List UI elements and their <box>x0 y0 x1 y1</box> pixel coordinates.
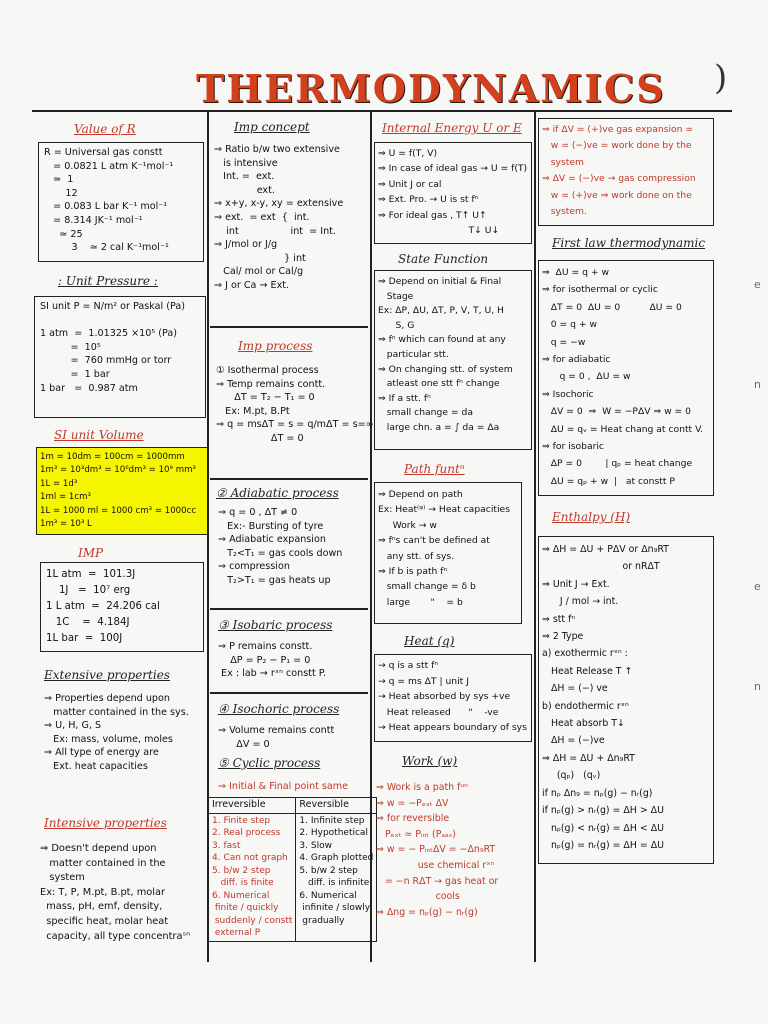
heat-text: → q is a stt fⁿ → q = ms ΔT | unit J → Heat absorbed by sys +ve Heat released " -ve → Heat appears boundary of sys <box>378 660 527 734</box>
column-divider-3 <box>534 112 536 962</box>
cyclic-heading: ⑤ Cyclic process <box>218 756 321 770</box>
imp-concept-heading: Imp concept <box>234 120 310 134</box>
cyclic-text: ⇒ Initial & Final point same <box>218 781 349 792</box>
intensive-heading: Intensive properties <box>44 816 167 830</box>
top-rule <box>32 110 732 112</box>
enthalpy-text: ⇒ ΔH = ΔU + PΔV or Δn₉RT or nRΔT ⇒ Unit J → Ext. J / mol → int. ⇒ stt fⁿ ⇒ 2 Type a) exothermic rˣⁿ : Heat Release T ↑ ΔH = (−) ve b) endothermic rˣⁿ Heat absorb T↓ ΔH = (−)ve ⇒ ΔH = ΔU + Δn₉RT (qₚ) (qᵥ) if nₚ Δn₉ = nₚ(g) − nᵣ(g) if nₚ(g) > nᵣ(g) = ΔH > ΔU nₚ(g) < nᵣ(g) = ΔH < ΔU nₚ(g) = nᵣ(g) = ΔH = ΔU <box>542 544 669 851</box>
internal-energy-text: ⇒ U = f(T, V) ⇒ In case of ideal gas → U = f(T) ⇒ Unit J or cal ⇒ Ext. Pro. → U is st fⁿ ⇒ For ideal gas , T↑ U↑ T↓ U↓ <box>378 148 528 237</box>
unit-pressure-text: SI unit P = N/m² or Paskal (Pa) 1 atm = 1.01325 ×10⁵ (Pa) = 10⁵ = 760 mmHg or torr = 1 bar 1 bar = 0.987 atm <box>40 301 185 394</box>
imp-concept-rule <box>210 326 368 328</box>
isochoric-heading: ④ Isochoric process <box>218 702 340 716</box>
imp-process-text: ① Isothermal process ⇒ Temp remains contt. ΔT = T₂ − T₁ = 0 Ex: M.pt, B.Pt ⇒ q = msΔT = s = q/mΔT = s=∞ ΔT = 0 <box>216 365 374 444</box>
side-mark: n <box>754 680 761 693</box>
adiabatic-heading: ② Adiabatic process <box>216 486 339 500</box>
first-law-heading: First law thermodynamic <box>552 236 706 250</box>
isobaric-text: ⇒ P remains constt. ΔP = P₂ − P₁ = 0 Ex : lab → rˣⁿ constt P. <box>218 641 327 680</box>
work-text: ⇒ Work is a path fᵘⁿ ⇒ w = −Pₑₓₜ ΔV ⇒ for reversible Pₑₓₜ ≃ Pᵢₙₜ (Pₐₐₛ) ⇒ w = − PᵢₙₜΔV = −Δn₉RT use chemical rˣⁿ = −n RΔT → gas heat or cools ⇒ Δng = nₚ(g) − nᵣ(g) <box>376 782 499 918</box>
title-bracket: ) <box>714 58 728 98</box>
extensive-text: ⇒ Properties depend upon matter contained in the sys. ⇒ U, H, G, S Ex: mass, volume, moles ⇒ All type of energy are Ext. heat capacities <box>44 693 189 772</box>
isobaric-heading: ③ Isobaric process <box>218 618 333 632</box>
internal-energy-heading: Internal Energy U or E <box>382 121 522 135</box>
reversible-cell: 1. Infinite step 2. Hypothetical 3. Slow 4. Graph plotted 5. b/w 2 step diff. is infinite 6. Numerical infinite / slowly gradually <box>296 813 377 941</box>
side-mark: n <box>754 378 761 391</box>
extensive-heading: Extensive properties <box>44 668 170 682</box>
imp-heading: IMP <box>78 546 104 560</box>
side-mark: e <box>754 278 761 291</box>
isobaric-rule <box>210 692 368 694</box>
page-title: THERMODYNAMICS <box>196 66 666 111</box>
intensive-text: ⇒ Doesn't depend upon matter contained in the system Ex: T, P, M.pt, B.pt, molar mass, pH, emf, density, specific heat, molar heat capacity, all type concentraˢⁿ <box>40 843 191 942</box>
state-function-text: ⇒ Depend on initial & Final Stage Ex: ΔP, ΔU, ΔT, P, V, T, U, H S, G ⇒ fⁿ which can found at any particular stt. ⇒ On changing stt. of system atleast one stt fⁿ change ⇒ If a stt. fⁿ small change = da large chn. a = ∫ da = Δa <box>378 276 513 433</box>
state-function-heading: State Function <box>398 252 489 266</box>
imp-text: 1L atm = 101.3J 1J = 10⁷ erg 1 L atm = 24.206 cal 1C = 4.184J 1L bar = 100J <box>46 569 160 644</box>
heat-heading: Heat (q) <box>404 634 455 648</box>
adiabatic-rule <box>210 608 368 610</box>
isochoric-text: ⇒ Volume remains contt ΔV = 0 <box>218 725 335 750</box>
si-volume-heading: SI unit Volume <box>54 428 144 442</box>
work-heading: Work (w) <box>402 754 458 768</box>
value-of-r-heading: Value of R <box>74 122 136 136</box>
unit-pressure-heading: : Unit Pressure : <box>58 274 158 288</box>
reversibility-table <box>208 797 377 942</box>
path-function-text: ⇒ Depend on path Ex: Heat⁽ᵠ⁾ → Heat capacities Work → w ⇒ fⁿs can't be defined at any stt. of sys. ⇒ If b is path fⁿ small change = δ b large " = b <box>378 489 510 608</box>
first-law-text: ⇒ ΔU = q + w ⇒ for isothermal or cyclic ΔT = 0 ΔU = 0 ΔU = 0 0 = q + w q = −w ⇒ for adiabatic q = 0 , ΔU = w ⇒ Isochoric ΔV = 0 ⇒ W = −PΔV ⇒ w = 0 ΔU = qᵥ = Heat chang at contt V. ⇒ for isobaric ΔP = 0 | qₚ = heat change ΔU = qₚ + w | at constt P <box>542 267 704 487</box>
adiabatic-text: ⇒ q = 0 , ΔT ≠ 0 Ex:- Bursting of tyre ⇒ Adiabatic expansion T₂<T₁ = gas cools down ⇒ compression T₂>T₁ = gas heats up <box>218 507 343 586</box>
enthalpy-heading: Enthalpy (H) <box>552 510 631 524</box>
path-function-heading: Path funtⁿ <box>404 462 465 476</box>
isothermal-rule <box>210 478 368 480</box>
si-volume-text: 1m = 10dm = 100cm = 1000mm 1m³ = 10³dm³ = 10⁶dm³ = 10⁹ mm³ 1L = 1d³ 1ml = 1cm³ 1L = 1000 ml = 1000 cm³ = 1000cc 1m³ = 10³ L <box>40 452 197 530</box>
side-mark: e <box>754 580 761 593</box>
irreversible-cell: 1. Finite step 2. Real process 3. fast 4. Can not graph 5. b/w 2 step diff. is finite 6. Numerical finite / quickly suddenly / constt external P <box>209 813 296 941</box>
imp-concept-text: ⇒ Ratio b/w two extensive is intensive Int. = ext. ext. ⇒ x+y, x-y, xy = extensive ⇒ ext. = ext { int. int int = Int. ⇒ J/mol or J/g } int Cal/ mol or Cal/g ⇒ J or Ca → Ext. <box>214 144 344 291</box>
table-header-irreversible: Irreversible <box>209 798 296 814</box>
imp-process-heading: Imp process <box>238 339 313 353</box>
table-header-reversible: Reversible <box>296 798 377 814</box>
volume-work-text: ⇒ if ΔV = (+)ve gas expansion = w = (−)ve = work done by the system ⇒ ΔV = (−)ve → gas compression w = (+)ve ⇒ work done on the system. <box>542 124 696 218</box>
value-of-r-text: R = Universal gas constt = 0.0821 L atm K⁻¹mol⁻¹ ≃ 1 12 = 0.083 L bar K⁻¹ mol⁻¹ = 8.314 JK⁻¹ mol⁻¹ ≃ 25 3 ≃ 2 cal K⁻¹mol⁻¹ <box>44 147 174 254</box>
